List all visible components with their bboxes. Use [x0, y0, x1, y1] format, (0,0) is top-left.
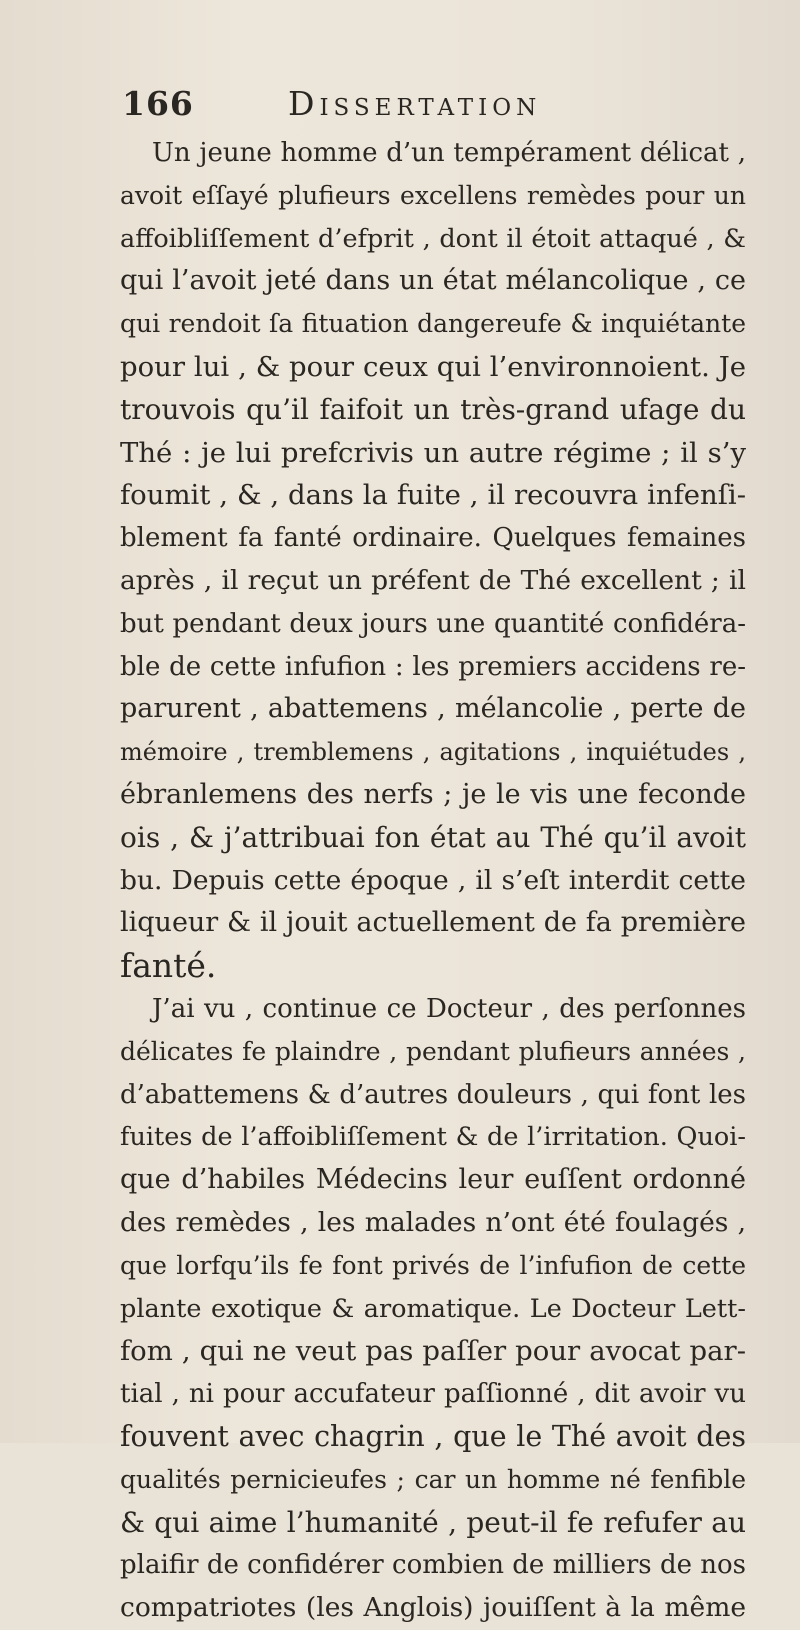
text-line: fanté. [120, 946, 217, 986]
running-title: Dissertation [288, 84, 542, 123]
text-line: qui l’avoit jeté dans un état mélancolique , ce [120, 265, 746, 297]
text-line: ois , & j’attribuai fon état au Thé qu’il avoit [120, 820, 746, 854]
text-line: & qui aime l’humanité , peut-il fe refufer au [120, 1505, 746, 1539]
text-line: plaifir de confidérer combien de milliers de nos [120, 1550, 746, 1581]
text-line: que lorfqu’ils fe font privés de l’infufion de cette [120, 1250, 746, 1280]
text-line: d’abattemens & d’autres douleurs , qui font les [120, 1079, 746, 1110]
text-line: fuites de l’affoibliſſement & de l’irritation. Quoi- [120, 1122, 746, 1153]
text-line: mémoire , tremblemens , agitations , inquiétudes , [120, 738, 746, 767]
body-text [120, 132, 746, 1630]
text-line: fouvent avec chagrin , que le Thé avoit des [120, 1419, 746, 1453]
text-line: fom , qui ne veut pas paſſer pour avocat par- [120, 1335, 746, 1368]
text-line: blement fa fanté ordinaire. Quelques femaines [120, 523, 746, 554]
text-line: qui rendoit ſa fituation dangereufe & inquiétante [120, 309, 746, 339]
page-number: 166 [122, 84, 194, 123]
text-line: but pendant deux jours une quantité confidéra- [120, 608, 746, 639]
text-line: avoit eſſayé plufieurs excellens remèdes pour un [120, 180, 746, 210]
text-line: compatriotes (les Anglois) jouiſſent à la même [120, 1592, 746, 1624]
text-line: trouvois qu’il faifoit un très-grand ufage du [120, 392, 746, 426]
text-line: tial , ni pour accufateur paſſionné , dit avoir vu [120, 1379, 746, 1410]
text-line: Thé : je lui prefcrivis un autre régime ; il s’y [120, 436, 746, 469]
text-line: des remèdes , les malades n’ont été foulagés , [120, 1206, 746, 1238]
text-line: ble de cette infufion : les premiers accidens re- [120, 651, 746, 682]
text-line: bu. Depuis cette époque , il s’eſt interdit cette [120, 864, 746, 896]
text-line: après , il reçut un préfent de Thé excellent ; il [120, 564, 746, 596]
text-line: J’ai vu , continue ce Docteur , des perſonnes [152, 993, 746, 1024]
text-line: Un jeune homme d’un tempérament délicat , [152, 138, 746, 168]
page-header [122, 84, 742, 128]
text-line: parurent , abattemens , mélancolie , perte de [120, 693, 746, 725]
text-line: qualités pernicieufes ; car un homme né fenfible [120, 1464, 746, 1494]
text-line: que d’habiles Médecins leur euſſent ordonné [120, 1164, 746, 1196]
text-line: ébranlemens des nerfs ; je le vis une feconde [120, 778, 746, 810]
text-line: pour lui , & pour ceux qui l’environnoient. Je [120, 350, 746, 383]
text-line: délicates fe plaindre , pendant plufieurs années , [120, 1036, 746, 1066]
text-line: liqueur & il jouit actuellement de fa première [120, 907, 746, 939]
text-line: foumit , & , dans la fuite , il recouvra infenſi- [120, 479, 746, 512]
text-line: affoibliſſement d’efprit , dont il étoit attaqué , & [120, 223, 746, 254]
text-line: plante exotique & aromatique. Le Docteur Lett- [120, 1293, 746, 1324]
